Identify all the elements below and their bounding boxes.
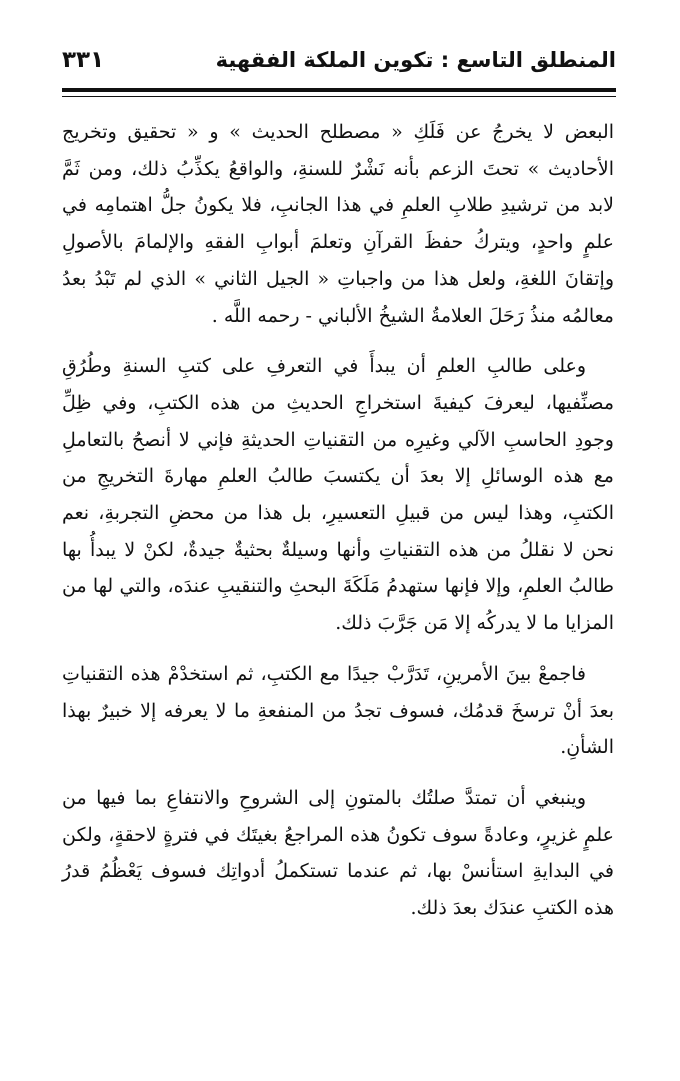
body-text [62,114,614,927]
header-rule-thick [62,88,616,92]
paragraph: وينبغي أن تمتدَّ صلتُك بالمتونِ إلى الشروحِ والانتفاعِ بما فيها من علمٍ غزيرٍ، وعادةً سوف تكونُ هذه المراجعُ بغيتَك في فترةٍ لاحقةٍ، ولكن في البدايةِ استأنسْ بها، ثم عندما تستكملُ أدواتِك فسوف يَعْظُمُ قدرُ هذه الكتبِ عندَك بعدَ ذلك. [62,786,614,920]
running-title: المنطلق التاسع : تكوين الملكة الفقهية [215,48,616,72]
page-number: ٣٣١ [62,47,105,73]
page-header [62,40,616,80]
header-rule-thin [62,96,616,97]
paragraph: البعض لا يخرجُ عن فَلَكِ « مصطلح الحديث » و « تحقيق وتخريج الأحاديث » تحتَ الزعم بأنه نَشْرٌ للسنةِ، والواقعُ يكذِّبُ ذلك، ومن ثَمَّ لابد من ترشيدِ طلابِ العلمِ في هذا الجانبِ، فلا يكونُ جلُّ اهتمامِه في علمٍ واحدٍ، ويتركُ حفظَ القرآنِ وتعلمَ أبوابِ الفقهِ والإلمامَ بالأصولِ وإتقانَ اللغةِ، ولعل هذا من واجباتِ « الجيل الثاني » الذي لم تَبْدُ بعدُ معالمُه منذُ رَحَلَ العلامةُ الشيخُ الألباني - رحمه اللَّه . [62,121,614,327]
paragraph: فاجمعْ بينَ الأمرينِ، تَدَرَّبْ جيدًا مع الكتبِ، ثم استخدْمْ هذه التقنياتِ بعدَ أنْ ترسخَ قدمُك، فسوف تجدُ من المنفعةِ ما لا يعرفه إلا خبيرٌ بهذا الشأنِ. [62,662,614,759]
paragraph: وعلى طالبِ العلمِ أن يبدأَ في التعرفِ على كتبِ السنةِ وطُرُقِ مصنِّفيها، ليعرفَ كيفيةَ استخراجِ الحديثِ من هذه الكتبِ، وفي ظِلِّ وجودِ الحاسبِ الآلي وغيرِه من التقنياتِ الحديثةِ فإني لا أنصحُ بالتعاملِ مع هذه الوسائلِ إلا بعدَ أن يكتسبَ طالبُ العلمِ مهارةَ التخريجِ من الكتبِ، وهذا ليس من قبيلِ التعسيرِ، بل هذا من محضِ التجربةِ، نعم نحن لا نقللُ من هذه التقنياتِ وأنها وسيلةٌ بحثيةٌ جيدةٌ، لكنْ لا يبدأُ بها طالبُ العلمِ، وإلا فإنها ستهدمُ مَلَكَةَ البحثِ والتنقيبِ عندَه، والتي لها من المزايا ما لا يدركُه إلا مَن جَرَّبَ ذلك. [62,355,614,635]
